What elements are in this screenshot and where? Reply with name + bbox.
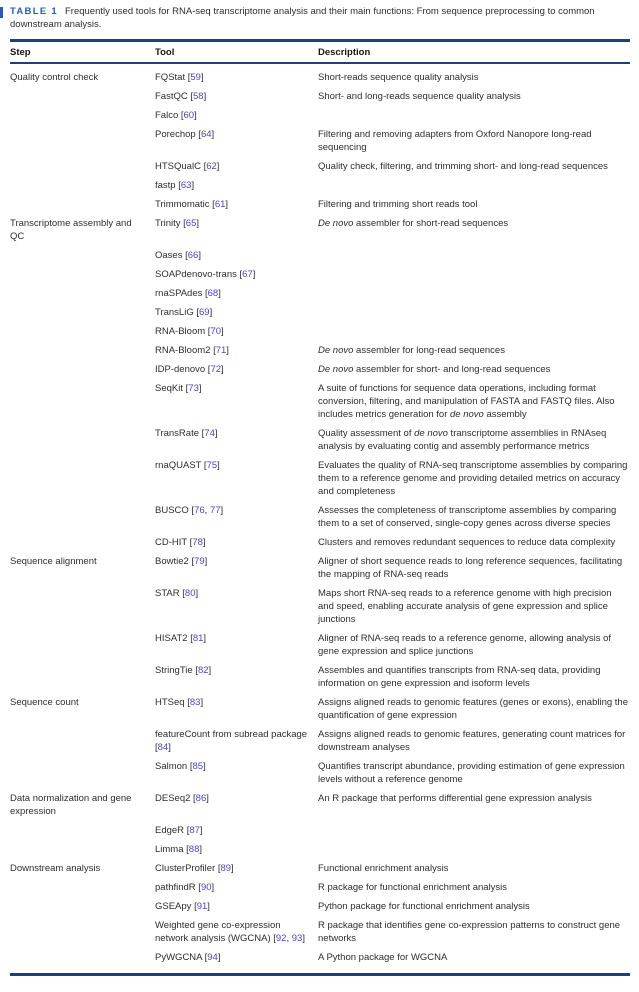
table-header-row <box>10 39 630 64</box>
tool-name: Trinity <box>155 218 181 229</box>
step-cell <box>10 179 145 192</box>
tool-name: EdgeR <box>155 825 185 836</box>
citation-ref[interactable]: 74 <box>204 428 215 439</box>
citation-ref[interactable]: 70 <box>210 326 222 337</box>
step-cell: Data normalization and gene expression <box>10 793 132 817</box>
tool-name: GSEApy <box>155 901 192 912</box>
description-text: Quality check, filtering, and trimming short- and long-read sequences <box>318 161 608 172</box>
table-label: TABLE 1 <box>10 6 58 17</box>
description-cell <box>318 843 630 856</box>
table-row <box>10 824 630 837</box>
citation-ref[interactable]: 72 <box>210 364 222 375</box>
description-cell <box>318 249 630 262</box>
tool-name: CD-HIT <box>155 537 188 548</box>
table-row <box>10 363 630 376</box>
tool-name: STAR <box>155 588 180 599</box>
citation-ref[interactable]: 65 <box>185 218 197 229</box>
citation-ref[interactable]: 77 <box>209 505 221 516</box>
description-cell <box>318 696 630 722</box>
citation-ref[interactable]: 94 <box>207 952 218 963</box>
citation-ref[interactable]: 88 <box>188 844 200 855</box>
citation-ref[interactable]: 82 <box>197 665 209 676</box>
step-cell <box>10 249 145 262</box>
tool-cell: StringTie [82] <box>155 665 212 676</box>
tool-name: BUSCO <box>155 505 189 516</box>
description-cell <box>318 306 630 319</box>
step-cell: Downstream analysis <box>10 863 101 874</box>
citation-ref[interactable]: 92 <box>275 933 287 944</box>
description-text: assembler for short-read sequences <box>353 218 509 229</box>
tool-cell: Bowtie2 [79] <box>155 556 208 567</box>
tool-cell: FQStat [59] <box>155 72 204 83</box>
step-cell: Quality control check <box>10 72 99 83</box>
description-text: R package that identifies gene co-expression patterns to construct gene networks <box>318 920 621 944</box>
table-row <box>10 696 630 722</box>
description-italic-text: de novo <box>414 428 448 439</box>
description-text: Python package for functional enrichment analysis <box>318 901 530 912</box>
description-text: Aligner of RNA-seq reads to a reference genome, allowing analysis of gene expression and splice junctions <box>318 633 612 657</box>
description-text: An R package that performs differential gene expression analysis <box>318 793 592 804</box>
description-cell <box>318 459 630 498</box>
citation-ref[interactable]: 62 <box>206 161 217 172</box>
description-text: Short- and long-reads sequence quality analysis <box>318 91 521 102</box>
description-cell <box>318 179 630 192</box>
step-cell: Transcriptome assembly and QC <box>10 218 132 242</box>
tool-name: rnaSPAdes <box>155 288 203 299</box>
description-text: transcriptome assemblies in RNAseq analysis by evaluating contig and assembly performance metrics <box>318 428 607 452</box>
step-cell <box>10 344 145 357</box>
description-text: R package for functional enrichment analysis <box>318 882 508 893</box>
citation-ref[interactable]: 66 <box>187 250 199 261</box>
tool-name: RNA-Bloom2 <box>155 345 211 356</box>
table-row <box>10 325 630 338</box>
table-row <box>10 344 630 357</box>
table-row <box>10 792 630 818</box>
step-cell <box>10 268 145 281</box>
citation-ref[interactable]: 84 <box>157 742 169 753</box>
step-cell <box>10 109 145 122</box>
table-row <box>10 160 630 173</box>
citation-ref[interactable]: 69 <box>199 307 210 318</box>
tool-name: pathfindR <box>155 882 196 893</box>
tool-name: Falco <box>155 110 179 121</box>
step-cell: Sequence alignment <box>10 556 97 567</box>
step-cell <box>10 919 145 945</box>
citation-ref[interactable]: 79 <box>194 556 205 567</box>
table-row <box>10 862 630 875</box>
tool-cell: Falco [60] <box>155 110 197 121</box>
description-text: Assigns aligned reads to genomic features (genes or exons), enabling the quantification of gene expression <box>318 697 628 721</box>
step-cell <box>10 824 145 837</box>
description-cell <box>318 881 630 894</box>
step-cell <box>10 760 145 786</box>
tool-cell: BUSCO [76, 77] <box>155 505 224 516</box>
tool-cell: Weighted gene co-expression network analysis (WGCNA) [92, 93] <box>155 920 305 944</box>
tool-cell: Limma [88] <box>155 844 203 855</box>
description-text: Filtering and removing adapters from Oxford Nanopore long-read sequencing <box>318 129 592 153</box>
step-cell <box>10 504 145 530</box>
citation-ref[interactable]: 59 <box>190 72 201 83</box>
tool-cell: RNA-Bloom [70] <box>155 326 224 337</box>
description-cell <box>318 664 630 690</box>
table-row <box>10 90 630 103</box>
tool-cell: SOAPdenovo-trans [67] <box>155 269 256 280</box>
table-row <box>10 881 630 894</box>
step-cell <box>10 427 145 453</box>
table-caption <box>10 6 630 31</box>
tool-cell: RNA-Bloom2 [71] <box>155 345 229 356</box>
description-text: Functional enrichment analysis <box>318 863 449 874</box>
description-italic-text: De novo <box>318 345 354 356</box>
description-text: A suite of functions for sequence data operations, including format conversion, filtering, and manipulation of FASTA and FASTQ files. Also includes metrics generation for <box>318 383 615 420</box>
description-italic-text: De novo <box>318 364 354 375</box>
table-row <box>10 71 630 84</box>
description-text: Assembles and quantifies transcripts from RNA-seq data, providing information on gene expression and isoform levels <box>318 665 601 689</box>
tool-cell: fastp [63] <box>155 180 195 191</box>
tool-name: FQStat <box>155 72 186 83</box>
tool-cell: TransLiG [69] <box>155 307 213 318</box>
table-row <box>10 951 630 964</box>
tool-cell: SeqKit [73] <box>155 383 202 394</box>
citation-ref[interactable]: 76 <box>194 505 205 516</box>
tool-name: RNA-Bloom <box>155 326 206 337</box>
step-cell <box>10 664 145 690</box>
tool-name: rnaQUAST <box>155 460 202 471</box>
tool-cell: Salmon [85] <box>155 761 206 772</box>
table-row <box>10 919 630 945</box>
caption-accent-bar <box>0 7 3 18</box>
tool-name: SOAPdenovo-trans <box>155 269 237 280</box>
table-row <box>10 900 630 913</box>
tool-cell: STAR [80] <box>155 588 199 599</box>
step-cell <box>10 160 145 173</box>
tool-cell: TransRate [74] <box>155 428 218 439</box>
citation-ref[interactable]: 67 <box>242 269 253 280</box>
tool-cell: DESeq2 [86] <box>155 793 209 804</box>
tool-cell: CD-HIT [78] <box>155 537 206 548</box>
table-row <box>10 217 630 243</box>
tool-cell: FastQC [58] <box>155 91 207 102</box>
citation-ref[interactable]: 60 <box>183 110 195 121</box>
description-cell <box>318 427 630 453</box>
tool-cell: ClusterProfiler [89] <box>155 863 234 874</box>
step-cell <box>10 306 145 319</box>
citation-ref[interactable]: 80 <box>184 588 196 599</box>
table-row <box>10 664 630 690</box>
description-cell <box>318 71 630 84</box>
tool-cell: pathfindR [90] <box>155 882 215 893</box>
table-row <box>10 306 630 319</box>
description-cell <box>318 900 630 913</box>
description-text: Assigns aligned reads to genomic features, generating count matrices for downstream analyses <box>318 729 626 753</box>
table-row <box>10 760 630 786</box>
tool-cell: HISAT2 [81] <box>155 633 207 644</box>
table-row <box>10 287 630 300</box>
description-text: Assesses the completeness of transcriptome assemblies by comparing them to a set of conserved, single-copy genes across diverse species <box>318 505 617 529</box>
tool-name: HTSQualC <box>155 161 201 172</box>
table-row <box>10 268 630 281</box>
tool-cell: Oases [66] <box>155 250 201 261</box>
tool-cell: rnaSPAdes [68] <box>155 288 221 299</box>
caption-text: Frequently used tools for RNA-seq transcriptome analysis and their main functions: From sequence preprocessing to common downstream analysis. <box>10 6 595 30</box>
table-row <box>10 179 630 192</box>
step-cell <box>10 382 145 421</box>
description-text: Quantifies transcript abundance, providing estimation of gene expression levels without a reference genome <box>318 761 625 785</box>
step-cell <box>10 900 145 913</box>
tool-cell: Trimmomatic [61] <box>155 199 229 210</box>
table-row <box>10 109 630 122</box>
tool-name: FastQC <box>155 91 188 102</box>
tool-cell: rnaQUAST [75] <box>155 460 220 471</box>
tool-name: DESeq2 <box>155 793 191 804</box>
citation-ref[interactable]: 85 <box>192 761 204 772</box>
tool-name: Salmon <box>155 761 188 772</box>
step-cell <box>10 951 145 964</box>
table-row <box>10 504 630 530</box>
citation-ref[interactable]: 87 <box>189 825 200 836</box>
step-cell <box>10 881 145 894</box>
table-row <box>10 198 630 211</box>
tool-name: fastp <box>155 180 176 191</box>
description-text: Short-reads sequence quality analysis <box>318 72 479 83</box>
tool-name: Trimmomatic <box>155 199 210 210</box>
description-cell <box>318 217 630 243</box>
description-text: Evaluates the quality of RNA-seq transcriptome assemblies by comparing them to a reference genome and providing detailed metrics on accuracy and completeness <box>318 460 628 497</box>
step-cell <box>10 632 145 658</box>
tool-cell: Porechop [64] <box>155 129 215 140</box>
step-cell <box>10 363 145 376</box>
table-row <box>10 128 630 154</box>
tool-cell: GSEApy [91] <box>155 901 210 912</box>
tool-name: Weighted gene co-expression network analysis (WGCNA) <box>155 920 281 944</box>
description-cell <box>318 951 630 964</box>
citation-ref[interactable]: 90 <box>200 882 212 893</box>
table-row <box>10 587 630 626</box>
citation-ref[interactable]: 71 <box>215 345 227 356</box>
tool-name: StringTie <box>155 665 193 676</box>
tool-cell: PyWGCNA [94] <box>155 952 221 963</box>
description-cell <box>318 760 630 786</box>
step-cell <box>10 728 145 754</box>
citation-ref[interactable]: 91 <box>196 901 208 912</box>
citation-ref[interactable]: 78 <box>192 537 203 548</box>
tool-cell: HTSQualC [62] <box>155 161 220 172</box>
citation-ref[interactable]: 68 <box>207 288 219 299</box>
tool-name: featureCount from subread package <box>155 729 308 740</box>
step-cell <box>10 843 145 856</box>
description-cell <box>318 862 630 875</box>
tool-name: HTSeq <box>155 697 185 708</box>
citation-ref[interactable]: 86 <box>195 793 207 804</box>
citation-ref[interactable]: 73 <box>188 383 199 394</box>
table-row <box>10 843 630 856</box>
step-cell: Sequence count <box>10 697 79 708</box>
description-italic-text: de novo <box>450 409 484 420</box>
description-text: Quality assessment of <box>318 428 415 439</box>
citation-ref[interactable]: 75 <box>206 460 218 471</box>
tool-name: IDP-denovo <box>155 364 206 375</box>
tool-name: TransRate <box>155 428 199 439</box>
citation-ref[interactable]: 58 <box>193 91 204 102</box>
step-cell <box>10 587 145 626</box>
description-cell <box>318 632 630 658</box>
description-cell <box>318 555 630 581</box>
description-cell <box>318 268 630 281</box>
description-cell <box>318 587 630 626</box>
tool-name: ClusterProfiler <box>155 863 216 874</box>
citation-ref[interactable]: 64 <box>200 129 212 140</box>
citation-ref[interactable]: 61 <box>214 199 226 210</box>
description-text: Clusters and removes redundant sequences to reduce data complexity <box>318 537 616 548</box>
tool-name: SeqKit <box>155 383 183 394</box>
description-cell <box>318 824 630 837</box>
citation-ref[interactable]: 63 <box>180 180 192 191</box>
description-text: Aligner of short sequence reads to long reference sequences, facilitating the mapping of RNA-seq reads <box>318 556 623 580</box>
column-header-description: Description <box>318 47 371 58</box>
citation-ref[interactable]: 81 <box>192 633 204 644</box>
description-text: Filtering and trimming short reads tool <box>318 199 478 210</box>
table-row <box>10 728 630 754</box>
tool-cell: featureCount from subread package [84] <box>155 729 308 753</box>
description-text: assembler for long-read sequences <box>353 345 505 356</box>
citation-ref[interactable]: 89 <box>220 863 232 874</box>
citation-ref[interactable]: 83 <box>189 697 201 708</box>
citation-ref[interactable]: 93 <box>291 933 303 944</box>
step-cell <box>10 536 145 549</box>
description-cell <box>318 728 630 754</box>
table-row <box>10 632 630 658</box>
step-cell <box>10 459 145 498</box>
description-cell <box>318 90 630 103</box>
description-cell <box>318 536 630 549</box>
step-cell <box>10 128 145 154</box>
description-cell <box>318 109 630 122</box>
description-text: assembly <box>483 409 527 420</box>
description-text: Maps short RNA-seq reads to a reference genome with high precision and speed, enabling accurate analysis of gene expression and splice junctions <box>318 588 612 625</box>
description-cell <box>318 128 630 154</box>
description-cell <box>318 287 630 300</box>
description-text: assembler for short- and long-read sequences <box>353 364 551 375</box>
tool-cell: EdgeR [87] <box>155 825 203 836</box>
table-row <box>10 459 630 498</box>
tool-name: Porechop <box>155 129 196 140</box>
column-header-step: Step <box>10 47 31 58</box>
description-cell <box>318 919 630 945</box>
description-cell <box>318 363 630 376</box>
description-cell <box>318 160 630 173</box>
tool-cell: IDP-denovo [72] <box>155 364 224 375</box>
table-row <box>10 555 630 581</box>
tool-name: Limma <box>155 844 184 855</box>
step-cell <box>10 325 145 338</box>
tool-name: TransLiG <box>155 307 194 318</box>
description-italic-text: De novo <box>318 218 354 229</box>
table-body <box>10 64 630 976</box>
step-cell <box>10 287 145 300</box>
description-cell <box>318 325 630 338</box>
description-cell <box>318 198 630 211</box>
tool-name: HISAT2 <box>155 633 188 644</box>
description-cell <box>318 344 630 357</box>
description-cell <box>318 504 630 530</box>
step-cell <box>10 90 145 103</box>
step-cell <box>10 198 145 211</box>
table-row <box>10 536 630 549</box>
tool-cell: HTSeq [83] <box>155 697 204 708</box>
description-text: A Python package for WGCNA <box>318 952 448 963</box>
description-cell <box>318 792 630 818</box>
description-cell <box>318 382 630 421</box>
column-header-tool: Tool <box>155 47 175 58</box>
tool-name: PyWGCNA <box>155 952 202 963</box>
table-row <box>10 382 630 421</box>
table-row <box>10 427 630 453</box>
tool-name: Oases <box>155 250 183 261</box>
tool-name: Bowtie2 <box>155 556 189 567</box>
table-row <box>10 249 630 262</box>
tool-cell: Trinity [65] <box>155 218 200 229</box>
